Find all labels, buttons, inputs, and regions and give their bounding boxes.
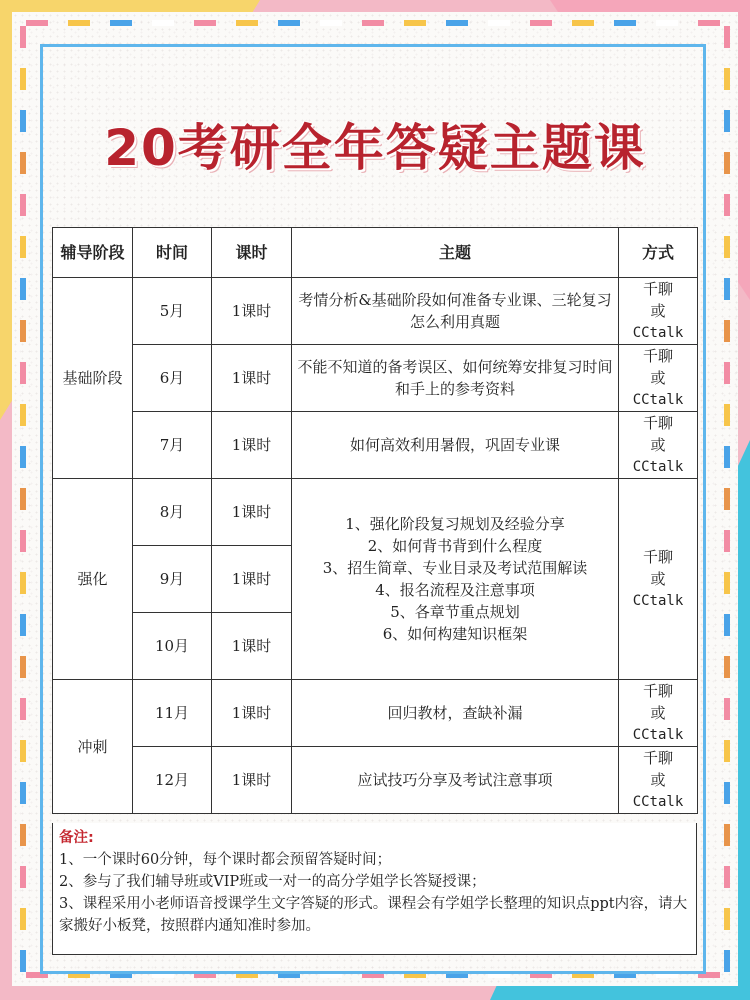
list-item: 4、报名流程及注意事项 [375, 581, 535, 599]
month-cell: 10月 [133, 613, 212, 680]
topic-cell: 回归教材，查缺补漏 [292, 680, 619, 747]
month-cell: 12月 [133, 747, 212, 814]
hours-cell: 1课时 [212, 412, 292, 479]
list-item: 6、如何构建知识框架 [382, 625, 528, 643]
list-item: 2、如何背书背到什么程度 [367, 537, 543, 555]
table-row [53, 412, 698, 479]
method-cctalk: CCtalk [632, 727, 684, 743]
method-or: 或 [650, 570, 666, 588]
method-or: 或 [650, 771, 666, 789]
month-cell: 7月 [133, 412, 212, 479]
header-time: 时间 [133, 228, 212, 278]
month-cell: 8月 [133, 479, 212, 546]
method-cell [619, 479, 698, 680]
method-cctalk: CCtalk [632, 325, 684, 341]
method-qianliao: 千聊 [642, 347, 673, 365]
list-item: 1、强化阶段复习规划及经验分享 [345, 515, 565, 533]
method-cctalk: CCtalk [632, 794, 684, 810]
method-cctalk: CCtalk [632, 593, 684, 609]
note-line: 3、课程采用小老师语音授课学生文字答疑的形式。课程会有学姐学长整理的知识点ppt内容，请大家搬好小板凳，按照群内通知准时参加。 [59, 896, 688, 934]
header-topic: 主题 [292, 228, 619, 278]
method-or: 或 [650, 704, 666, 722]
hours-cell: 1课时 [212, 546, 292, 613]
method-cell [619, 412, 698, 479]
dashed-border-top [26, 20, 724, 26]
hours-cell: 1课时 [212, 278, 292, 345]
topic-cell: 不能不知道的备考误区、如何统筹安排复习时间和手上的参考资料 [292, 345, 619, 412]
topic-cell: 应试技巧分享及考试注意事项 [292, 747, 619, 814]
hours-cell: 1课时 [212, 479, 292, 546]
stage-strengthen: 强化 [53, 479, 133, 680]
header-stage: 辅导阶段 [53, 228, 133, 278]
note-line: 2、参与了我们辅导班或VIP班或一对一的高分学姐学长答疑授课； [59, 874, 486, 890]
method-qianliao: 千聊 [642, 749, 673, 767]
hours-cell: 1课时 [212, 613, 292, 680]
page-title: 20考研全年答疑主题课 [104, 119, 646, 177]
notes-box [52, 823, 697, 955]
method-cell [619, 278, 698, 345]
table-row [53, 479, 698, 546]
method-cell [619, 345, 698, 412]
schedule-table [52, 227, 698, 814]
method-or: 或 [650, 369, 666, 387]
method-qianliao: 千聊 [642, 280, 673, 298]
month-cell: 5月 [133, 278, 212, 345]
hours-cell: 1课时 [212, 680, 292, 747]
header-hours: 课时 [212, 228, 292, 278]
method-qianliao: 千聊 [642, 682, 673, 700]
topic-cell: 考情分析&基础阶段如何准备专业课、三轮复习怎么利用真题 [292, 278, 619, 345]
month-cell: 9月 [133, 546, 212, 613]
method-cctalk: CCtalk [632, 459, 684, 475]
month-cell: 6月 [133, 345, 212, 412]
method-cell [619, 747, 698, 814]
header-method: 方式 [619, 228, 698, 278]
note-line: 1、一个课时60分钟，每个课时都会预留答疑时间； [59, 852, 392, 868]
method-or: 或 [650, 436, 666, 454]
list-item: 5、各章节重点规划 [390, 603, 520, 621]
method-cell [619, 680, 698, 747]
method-or: 或 [650, 302, 666, 320]
table-row [53, 747, 698, 814]
list-item: 3、招生简章、专业目录及考试范围解读 [322, 559, 588, 577]
hours-cell: 1课时 [212, 747, 292, 814]
strengthen-topic-list [292, 479, 619, 680]
hours-cell: 1课时 [212, 345, 292, 412]
table-row [53, 680, 698, 747]
notes-title: 备注: [59, 830, 94, 846]
table-header-row [53, 228, 698, 278]
table-row [53, 278, 698, 345]
method-qianliao: 千聊 [642, 548, 673, 566]
stage-sprint: 冲刺 [53, 680, 133, 814]
method-qianliao: 千聊 [642, 414, 673, 432]
topic-cell: 如何高效利用暑假，巩固专业课 [292, 412, 619, 479]
stage-basic: 基础阶段 [53, 278, 133, 479]
table-row [53, 345, 698, 412]
month-cell: 11月 [133, 680, 212, 747]
method-cctalk: CCtalk [632, 392, 684, 408]
